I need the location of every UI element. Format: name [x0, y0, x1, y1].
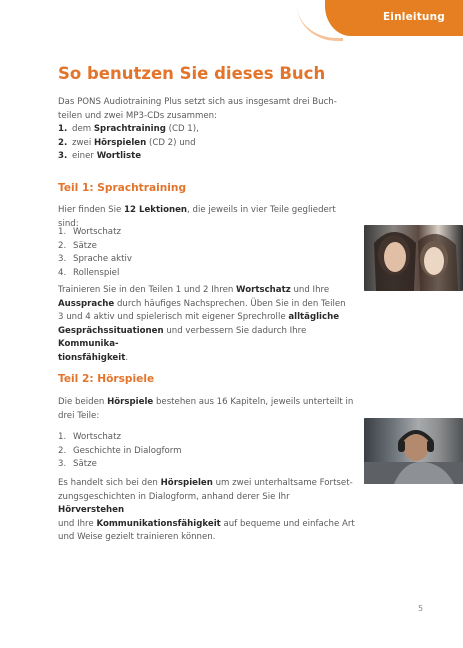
intro-line-2: teilen und zwei MP3-CDs zusammen:: [58, 110, 217, 121]
list-item: 4. Rollenspiel: [58, 267, 120, 278]
chapter-label: Einleitung: [382, 11, 445, 23]
list-item: 1. Wortschatz: [58, 432, 121, 442]
header-tab: [325, 0, 463, 36]
section-heading-sprachtraining: Teil 1: Sprachtraining: [58, 182, 187, 194]
teil2-paragraph: Es handelt sich bei den Hörspielen um zwei unterhaltsame Fortset- zungsgeschichten in Dialogform, anhand derer Sie Ihr Hörverstehen und Ihre Kommunikationsfähigkeit auf bequeme und einfache Art und Weise gezielt trainieren können.: [58, 478, 355, 543]
photo-two-women-whispering: [364, 225, 463, 291]
intro-list: [58, 123, 199, 164]
teil1-lead: Hier finden Sie 12 Lektionen, die jeweils in vier Teile gegliedert sind:: [58, 205, 336, 229]
teil2-lead: Die beiden Hörspiele bestehen aus 16 Kapiteln, jeweils unterteilt in drei Teile:: [58, 397, 354, 421]
list-item: 2. Geschichte in Dialogform: [58, 445, 182, 456]
teil1-list: [58, 226, 132, 280]
teil1-paragraph: Trainieren Sie in den Teilen 1 und 2 Ihren Wortschatz und Ihre Aussprache durch häufiges Nachsprechen. Üben Sie in den Teilen 3 und 4 aktiv und spielerisch mit eigener Sprechrolle alltägliche Gesprächssituationen und verbessern Sie dadurch Ihre Kommunika- tionsfähigkeit.: [58, 285, 346, 363]
list-item: 1. dem Sprachtraining (CD 1),: [58, 124, 199, 134]
list-item: 3. Sprache aktiv: [58, 254, 132, 265]
section-heading-hoerspiele: Teil 2: Hörspiele: [58, 373, 155, 385]
list-item: 2. zwei Hörspielen (CD 2) und: [58, 137, 196, 148]
list-item: 3. einer Wortliste: [58, 151, 142, 162]
page-number: 5: [418, 604, 424, 613]
teil2-list: [58, 431, 182, 472]
page-title: So benutzen Sie dieses Buch: [58, 64, 326, 83]
list-item: 1. Wortschatz: [58, 227, 121, 237]
list-item: 3. Sätze: [58, 459, 97, 470]
list-item: 2. Sätze: [58, 240, 97, 251]
intro-paragraph: [58, 96, 358, 123]
intro-line-1: Das PONS Audiotraining Plus setzt sich aus insgesamt drei Buch-: [58, 97, 337, 107]
photo-man-with-headphones: [364, 418, 463, 484]
